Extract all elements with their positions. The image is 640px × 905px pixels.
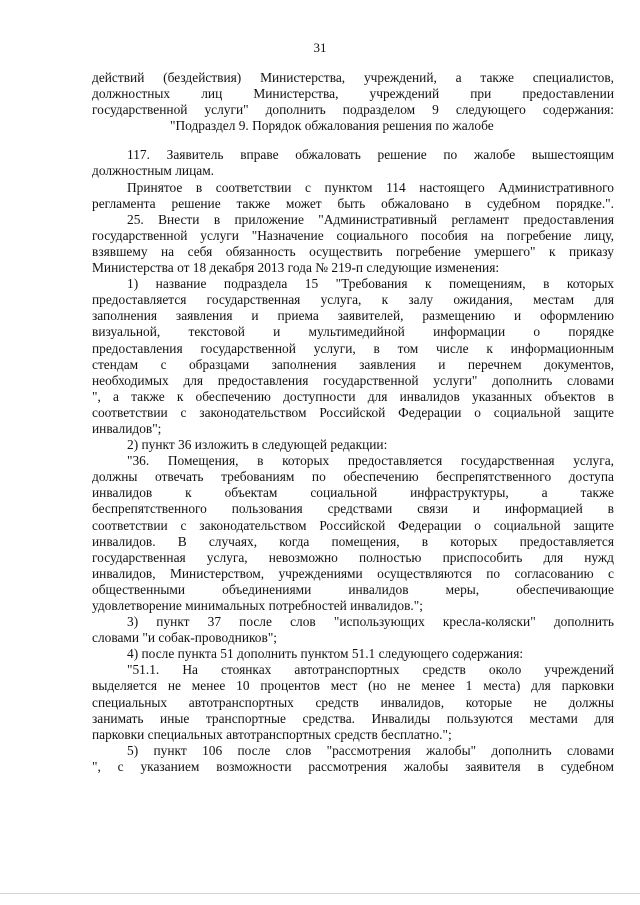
- text-line: взявшему на себя обязанность осуществить погребение умершего" к приказу: [92, 243, 614, 259]
- document-body: [92, 70, 614, 775]
- text-line: инвалидов. В случаях, когда помещения, в которых предоставляется: [92, 533, 614, 549]
- text-line: 25. Внести в приложение "Административный регламент предоставления: [127, 211, 614, 227]
- text-line: 4) после пункта 51 дополнить пунктом 51.1 следующего содержания:: [127, 646, 524, 662]
- text-line: должностных лиц Министерства, учреждений при предоставлении: [92, 86, 614, 102]
- text-line: соответствии с законодательством Российской Федерации о социальной защите: [92, 517, 614, 533]
- text-line: парковки специальных автотранспортных средств бесплатно.";: [92, 726, 452, 742]
- text-line: выделяется не менее 10 процентов мест (но не менее 1 места) для парковки: [92, 678, 614, 694]
- text-line: государственная услуга, невозможно полностью приспособить для нужд: [92, 549, 614, 565]
- text-line: ", с указанием возможности рассмотрения жалобы заявителя в судебном: [92, 758, 614, 774]
- text-line: Принятое в соответствии с пунктом 114 настоящего Административного: [127, 179, 614, 195]
- text-line: соответствии с законодательством Российской Федерации о социальной защите: [92, 404, 614, 420]
- text-line: инвалидов к объектам социальной инфраструктуры, а также: [92, 485, 614, 501]
- text-line: "36. Помещения, в которых предоставляется государственная услуга,: [127, 453, 614, 469]
- text-line: 2) пункт 36 изложить в следующей редакции:: [127, 437, 388, 453]
- text-line: ", а также к обеспечению доступности для инвалидов указанных объектов в: [92, 388, 614, 404]
- text-line: общественными объединениями инвалидов меры, обеспечивающие: [92, 581, 614, 597]
- text-line: действий (бездействия) Министерства, учреждений, а также специалистов,: [92, 70, 614, 85]
- text-line: 117. Заявитель вправе обжаловать решение по жалобе вышестоящим: [127, 147, 614, 163]
- subsection-title: "Подраздел 9. Порядок обжалования решения по жалобе: [170, 118, 494, 134]
- text-line: "51.1. На стоянках автотранспортных средств около учреждений: [127, 662, 614, 678]
- text-line: необходимых для предоставления государственной услуги" дополнить словами: [92, 372, 614, 388]
- text-line: визуальной, текстовой и мультимедийной информации о порядке: [92, 324, 614, 340]
- text-line: стендам с образцами заполнения заявления и перечнем документов,: [92, 356, 614, 372]
- text-line: Министерства от 18 декабря 2013 года № 219-п следующие изменения:: [92, 260, 500, 276]
- scan-edge-rule: [0, 893, 640, 894]
- text-line: государственной услуги" дополнить подразделом 9 следующего содержания:: [92, 102, 614, 118]
- paragraph-gap: [92, 134, 614, 147]
- text-line: должны отвечать требованиям по обеспечению беспрепятственного доступа: [92, 469, 614, 485]
- text-line: специальных автотранспортных средств инвалидов, которые не должны: [92, 694, 614, 710]
- text-line: заполнения заявления и приема заявителей, размещению и оформлению: [92, 308, 614, 324]
- page-number: 31: [313, 40, 327, 55]
- text-line: словами "и собак-проводников";: [92, 630, 278, 646]
- text-line: 5) пункт 106 после слов "рассмотрения жалобы" дополнить словами: [127, 742, 614, 758]
- text-line: государственной услуги "Назначение социального пособия на погребение лицу,: [92, 227, 614, 243]
- text-line: занимать иные транспортные средства. Инвалиды пользуются местами для: [92, 710, 614, 726]
- text-line: удовлетворение минимальных потребностей инвалидов.";: [92, 598, 423, 613]
- text-line: 1) название подраздела 15 "Требования к помещениям, в которых: [127, 276, 614, 292]
- text-line: регламента решение также может быть обжаловано в судебном порядке.".: [92, 195, 614, 211]
- text-line: беспрепятственного пользования средствами связи и информацией в: [92, 501, 614, 517]
- text-line: инвалидов, Министерством, учреждениями осуществляются по согласованию с: [92, 565, 614, 581]
- text-line: предоставления государственной услуги, в том числе к информационным: [92, 340, 614, 356]
- text-line: должностным лицам.: [92, 163, 215, 179]
- text-line: инвалидов";: [92, 420, 162, 436]
- text-line: 3) пункт 37 после слов "использующих кресла-коляски" дополнить: [127, 614, 614, 630]
- text-line: предоставляется государственная услуга, к залу ожидания, местам для: [92, 292, 614, 308]
